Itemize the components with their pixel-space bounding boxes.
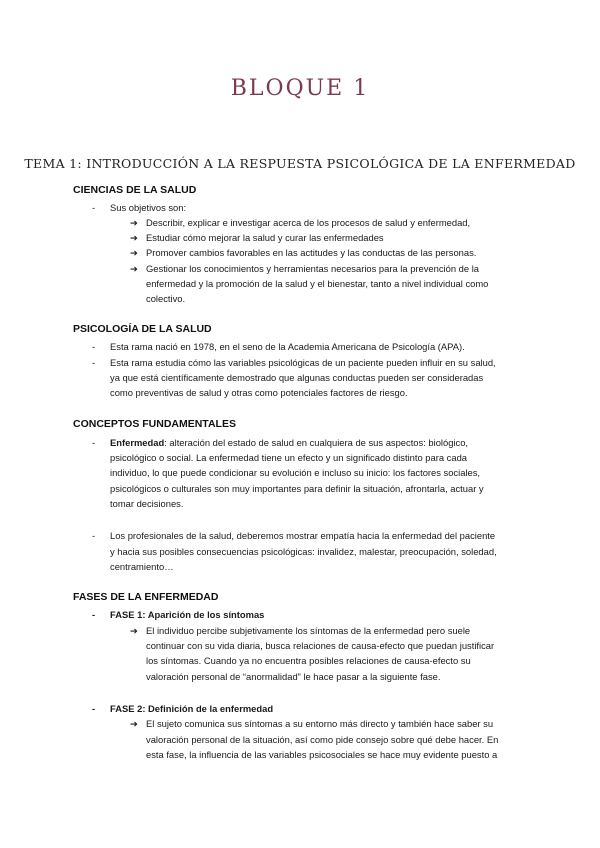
dash-bullet: - [92, 341, 96, 352]
objectives-intro: Sus objetivos son: [110, 202, 187, 213]
objective-item: Promover cambios favorables en las actitudes y las conductas de las personas. [146, 247, 477, 258]
paragraph-line: ya que está científicamente demostrado que algunas conductas pueden ser consideradas [110, 372, 484, 383]
topic-title: TEMA 1: INTRODUCCIÓN A LA RESPUESTA PSICOLÓGICA DE LA ENFERMEDAD [24, 156, 576, 171]
section-heading-conceptos: CONCEPTOS FUNDAMENTALES [73, 418, 236, 430]
paragraph-line: Los profesionales de la salud, deberemos mostrar empatía hacia la enfermedad del paciente [110, 530, 496, 541]
dash-bullet: - [92, 357, 96, 368]
arrow-icon: ➔ [130, 232, 138, 243]
paragraph-line: continuar con su vida diaria, busca relaciones de causa-efecto que puedan justificar [146, 640, 495, 651]
section-heading-fases: FASES DE LA ENFERMEDAD [73, 591, 219, 603]
paragraph-line: psicológicos o culturales son muy importantes para definir la situación, afrontarla, actuar y [110, 483, 484, 494]
dash-bullet: - [92, 609, 96, 620]
paragraph-line: como preventivas de salud y otras como potenciales factores de riesgo. [110, 387, 408, 398]
objective-item: Estudiar cómo mejorar la salud y curar las enfermedades [146, 232, 384, 243]
arrow-icon: ➔ [130, 718, 138, 729]
paragraph-line [110, 435, 468, 450]
term-definition: : alteración del estado de salud en cualquiera de sus aspectos: biológico, [164, 437, 469, 448]
paragraph-line: valoración personal de la situación, así como pide consejo sobre qué debe hacer. En [146, 734, 499, 745]
phase-title [110, 607, 264, 622]
term-enfermedad: Enfermedad [110, 437, 165, 448]
paragraph-line: y hacia sus posibles consecuencias psicológicas: invalidez, malestar, preocupación, soledad, [110, 546, 497, 557]
paragraph-line: tomar decisiones. [110, 498, 184, 509]
paragraph-line: psicológico o social. La enfermedad tiene un efecto y un significado distinto para cada [110, 452, 467, 463]
dash-bullet: - [92, 437, 96, 448]
dash-bullet: - [92, 703, 96, 714]
dash-bullet: - [92, 530, 96, 541]
arrow-icon: ➔ [130, 247, 138, 258]
paragraph-line: El sujeto comunica sus síntomas a su entorno más directo y también hace saber su [146, 718, 494, 729]
arrow-icon: ➔ [130, 217, 138, 228]
phase-label: FASE 1 [110, 609, 143, 620]
paragraph-line: individuo, lo que puede condicionar su evolución e incluso su inicio: los factores sociales, [110, 467, 481, 478]
block-title: BLOQUE 1 [230, 76, 370, 101]
dash-bullet: - [92, 202, 96, 213]
section-heading-psicologia: PSICOLOGÍA DE LA SALUD [73, 323, 212, 335]
objective-item: Gestionar los conocimientos y herramientas necesarios para la prevención de la [146, 263, 479, 274]
objective-item-cont: colectivo. [146, 293, 186, 304]
phase-title [110, 701, 273, 716]
paragraph-line: El individuo percibe subjetivamente los síntomas de la enfermedad pero suele [146, 625, 471, 636]
paragraph-line: Esta rama nació en 1978, en el seno de la Academia Americana de Psicología (APA). [110, 341, 465, 352]
paragraph-line: Esta rama estudia cómo las variables psicológicas de un paciente pueden influir en su salud, [110, 357, 496, 368]
phase-subtitle: : Aparición de los síntomas [142, 609, 265, 620]
phase-subtitle: : Definición de la enfermedad [142, 703, 274, 714]
paragraph-line: valoración personal de “anormalidad” le hace pasar a la siguiente fase. [146, 671, 441, 682]
arrow-icon: ➔ [130, 625, 138, 636]
objective-item: Describir, explicar e investigar acerca de los procesos de salud y enfermedad, [146, 217, 471, 228]
paragraph-line: los síntomas. Cuando ya no encuentra posibles relaciones de causa-efecto su [146, 655, 471, 666]
paragraph-line: esta fase, la influencia de las variables psicosociales se hace muy evidente puesto a [146, 749, 498, 760]
arrow-icon: ➔ [130, 263, 138, 274]
paragraph-line: centramiento… [110, 561, 174, 572]
phase-label: FASE 2 [110, 703, 143, 714]
section-heading-ciencias: CIENCIAS DE LA SALUD [73, 184, 197, 196]
objective-item-cont: enfermedad y la promoción de la salud y el bienestar, tanto a nivel individual como [146, 278, 489, 289]
